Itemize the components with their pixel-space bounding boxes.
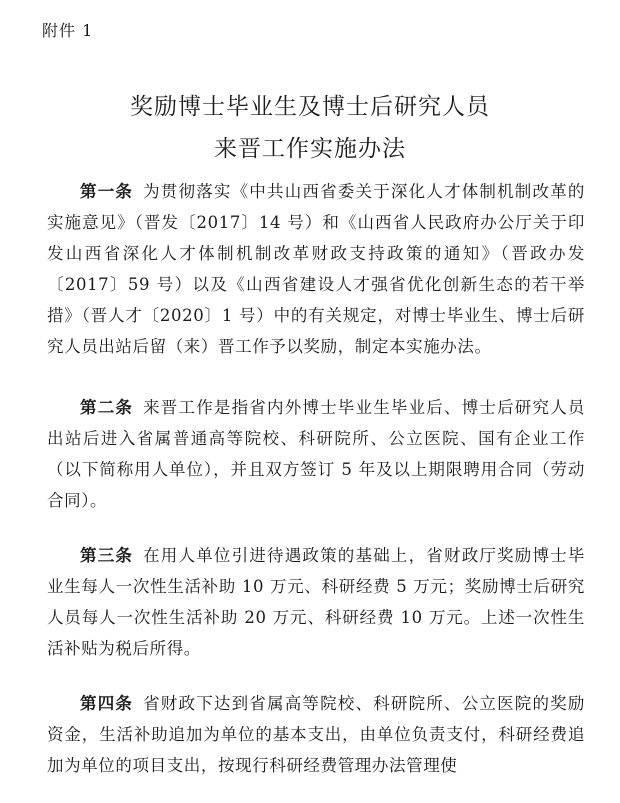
article-3: [47, 540, 585, 664]
article-3-text: 在用人单位引进待遇政策的基础上，省财政厅奖励博士毕业生每人一次性生活补助 10 万元、科研经费 5 万元；奖励博士后研究人员每人一次性生活补助 20 万元、科研经费 10 万元。上述一次性生活补贴为税后所得。: [47, 546, 585, 658]
article-1-label: 第一条: [80, 182, 134, 201]
article-4-text: 省财政下达到省属高等院校、科研院所、公立医院的奖励资金，生活补助追加为单位的基本支出，由单位负责支付，科研经费追加为单位的项目支出，按现行科研经费管理办法管理使: [47, 694, 585, 775]
article-4-label: 第四条: [80, 694, 134, 713]
document-title-line-1: 奖励博士毕业生及博士后研究人员: [130, 94, 490, 120]
article-3-label: 第三条: [80, 546, 134, 565]
article-2-text: 来晋工作是指省内外博士毕业生毕业后、博士后研究人员出站后进入省属普通高等院校、科研院所、公立医院、国有企业工作（以下简称用人单位），并且双方签订 5 年及以上期限聘用合同（劳动合同）。: [47, 398, 585, 510]
article-2: [47, 392, 585, 516]
article-1-text: 为贯彻落实《中共山西省委关于深化人才体制机制改革的实施意见》（晋发〔2017〕14 号）和《山西省人民政府办公厅关于印发山西省深化人才体制机制改革财政支持政策的通知》（晋政办发〔2017〕59 号）以及《山西省建设人才强省优化创新生态的若干举措》（晋人才〔2020〕1 号）中的有关规定，对博士毕业生、博士后研究人员出站后留（来）晋工作予以奖励，制定本实施办法。: [47, 182, 585, 356]
attachment-label: 附件 1: [42, 21, 94, 40]
document-title-line-2: 来晋工作实施办法: [214, 136, 406, 162]
article-2-label: 第二条: [80, 398, 134, 417]
article-1: [47, 176, 585, 362]
article-4: [47, 688, 585, 781]
